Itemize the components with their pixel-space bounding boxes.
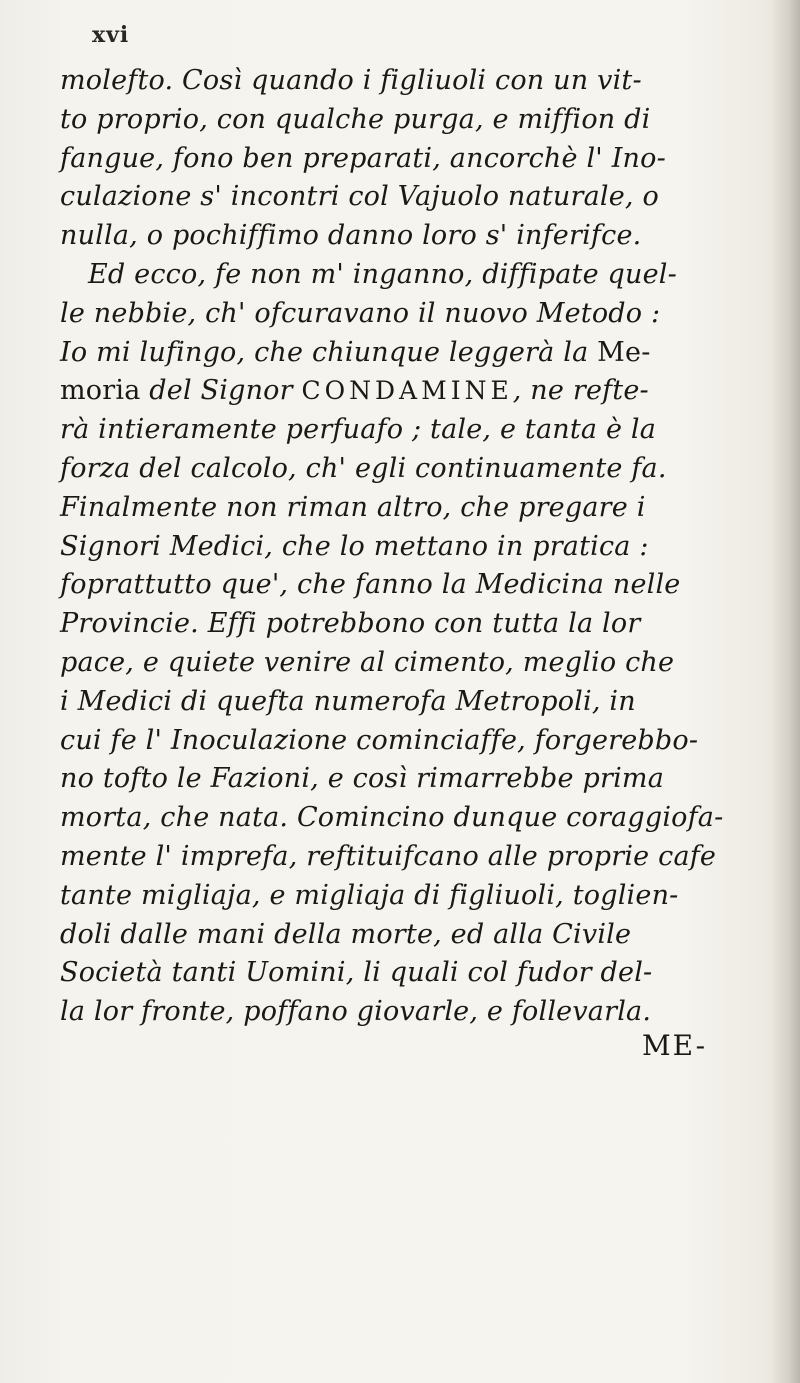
author-name: CONDAMINE	[301, 376, 513, 406]
text-span-roman: moria	[60, 375, 141, 407]
text-line: nulla, o pochiffimo danno loro s' inferifce.	[60, 220, 642, 252]
text-line: Società tanti Uomini, li quali col fudor del-	[60, 957, 653, 989]
text-line: to proprio, con qualche purga, e miffion di	[60, 103, 651, 135]
text-line: Ed ecco, fe non m' inganno, diffipate quel-	[88, 258, 677, 290]
text-line: culazione s' incontri col Vajuolo naturale, o	[60, 181, 659, 213]
body-text	[60, 62, 760, 1032]
text-line: Provincie. Effi potrebbono con tutta la lor	[60, 608, 641, 640]
text-span: , ne refte-	[512, 375, 649, 407]
text-line: molefto. Così quando i figliuoli con un vit-	[60, 65, 642, 96]
text-line: morta, che nata. Comincino dunque coraggiofa-	[60, 802, 724, 834]
text-line	[60, 372, 760, 411]
text-line: i Medici di quefta numerofa Metropoli, in	[60, 685, 636, 717]
text-line: forza del calcolo, ch' egli continuamente fa.	[60, 452, 667, 484]
text-line: no tofto le Fazioni, e così rimarrebbe prima	[60, 763, 665, 795]
text-line: Signori Medici, che lo mettano in pratica :	[60, 530, 649, 562]
text-line: rà intieramente perfuafo ; tale, e tanta è la	[60, 414, 657, 446]
text-span: del Signor	[140, 375, 302, 407]
catchword: ME-	[642, 1029, 708, 1062]
text-line: Finalmente non riman altro, che pregare i	[60, 491, 646, 523]
text-line: la lor fronte, poffano giovarle, e follevarla.	[60, 996, 652, 1028]
text-line: cui fe l' Inoculazione cominciaffe, forgerebbo-	[60, 724, 699, 756]
text-line: fangue, fono ben preparati, ancorchè l' Ino-	[60, 142, 666, 174]
text-line: tante migliaja, e migliaja di figliuoli, toglien-	[60, 879, 679, 911]
text-line: doli dalle mani della morte, ed alla Civile	[60, 918, 632, 950]
text-line	[60, 334, 760, 373]
page-number: xvi	[92, 22, 130, 48]
page-edge-shadow	[770, 0, 800, 1383]
text-line: mente l' imprefa, reftituifcano alle proprie cafe	[60, 840, 717, 872]
text-line: le nebbie, ch' ofcuravano il nuovo Metodo :	[60, 297, 661, 329]
text-span-roman: Me-	[597, 336, 651, 368]
text-line: pace, e quiete venire al cimento, meglio che	[60, 646, 675, 678]
text-span: Io mi lufingo, che chiunque leggerà la	[60, 336, 598, 368]
text-line: foprattutto que', che fanno la Medicina nelle	[60, 569, 681, 601]
